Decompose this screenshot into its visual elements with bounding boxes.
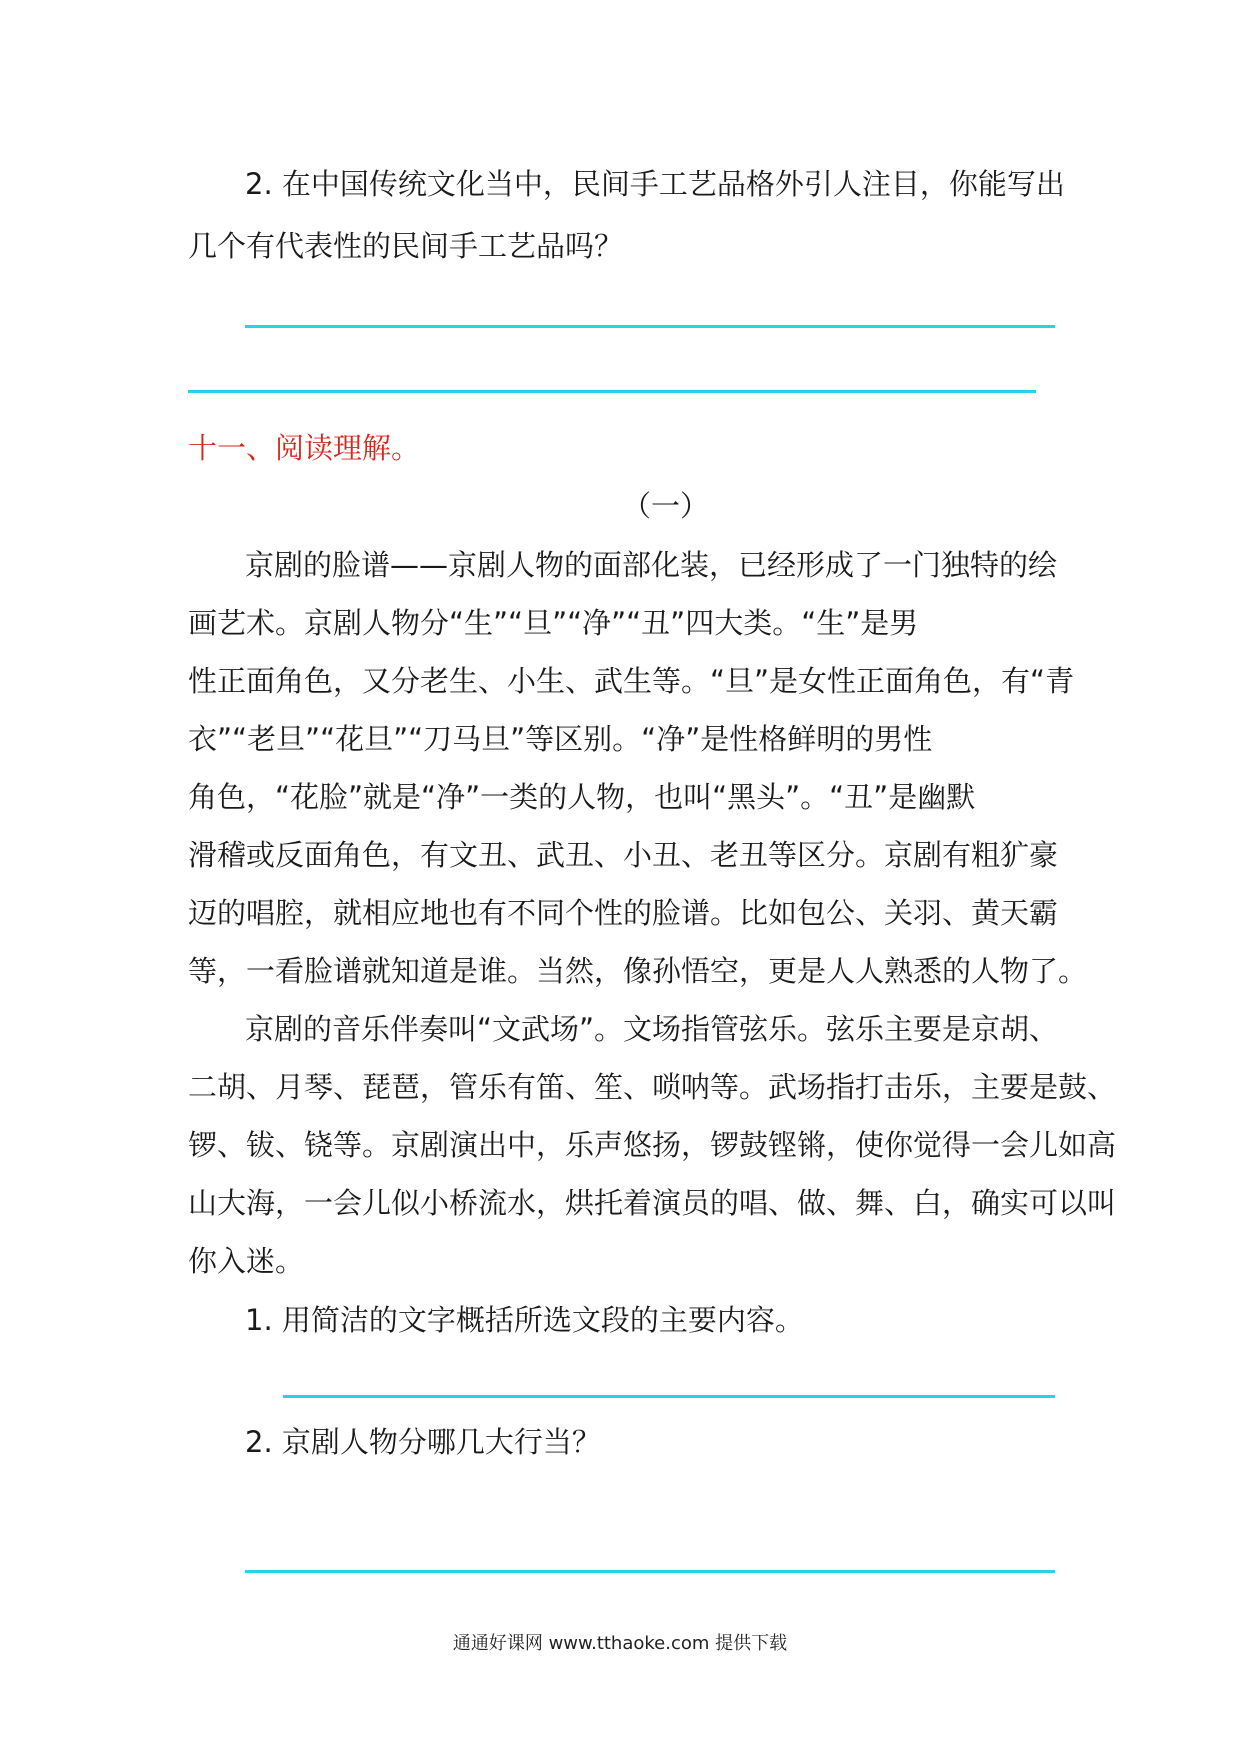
passage-number: （一） [622,489,710,523]
passage-line: 二胡、月琴、琵琶，管乐有笛、笙、唢呐等。武场指打击乐，主要是鼓、 [188,1070,1117,1104]
passage-line: 画艺术。京剧人物分“生”“旦”“净”“丑”四大类。“生”是男 [188,606,919,640]
answer-line[interactable] [245,1570,1055,1573]
answer-line[interactable] [283,1395,1055,1398]
passage-line: 京剧的音乐伴奏叫“文武场”。文场指管弦乐。弦乐主要是京胡、 [245,1012,1059,1046]
question-2-line-2: 几个有代表性的民间手工艺品吗？ [188,229,624,263]
question-2-line-1: 2. 在中国传统文化当中，民间手工艺品格外引人注目，你能写出 [245,167,1065,201]
sub-question-1: 1. 用简洁的文字概括所选文段的主要内容。 [245,1303,804,1337]
answer-line[interactable] [245,325,1055,328]
footer-credit: 通通好课网 www.tthaoke.com 提供下载 [452,1633,788,1654]
answer-line[interactable] [188,390,1036,393]
sub-question-2: 2. 京剧人物分哪几大行当？ [245,1425,601,1459]
passage-line: 山大海，一会儿似小桥流水，烘托着演员的唱、做、舞、白，确实可以叫 [188,1186,1117,1220]
passage-line: 京剧的脸谱——京剧人物的面部化装，已经形成了一门独特的绘 [245,548,1058,582]
section-heading: 十一、阅读理解。 [188,431,421,465]
passage-line: 等，一看脸谱就知道是谁。当然，像孙悟空，更是人人熟悉的人物了。 [188,954,1088,988]
passage-line: 角色，“花脸”就是“净”一类的人物，也叫“黑头”。“丑”是幽默 [188,780,976,814]
passage-line: 衣”“老旦”“花旦”“刀马旦”等区别。“净”是性格鲜明的男性 [188,722,933,756]
passage-line: 滑稽或反面角色，有文丑、武丑、小丑、老丑等区分。京剧有粗犷豪 [188,838,1059,872]
passage-line: 你入迷。 [188,1244,305,1278]
passage-line: 锣、钹、铙等。京剧演出中，乐声悠扬，锣鼓铿锵，使你觉得一会儿如高 [188,1128,1117,1162]
passage-line: 性正面角色，又分老生、小生、武生等。“旦”是女性正面角色，有“青 [188,664,1075,698]
passage-line: 迈的唱腔，就相应地也有不同个性的脸谱。比如包公、关羽、黄天霸 [188,896,1059,930]
